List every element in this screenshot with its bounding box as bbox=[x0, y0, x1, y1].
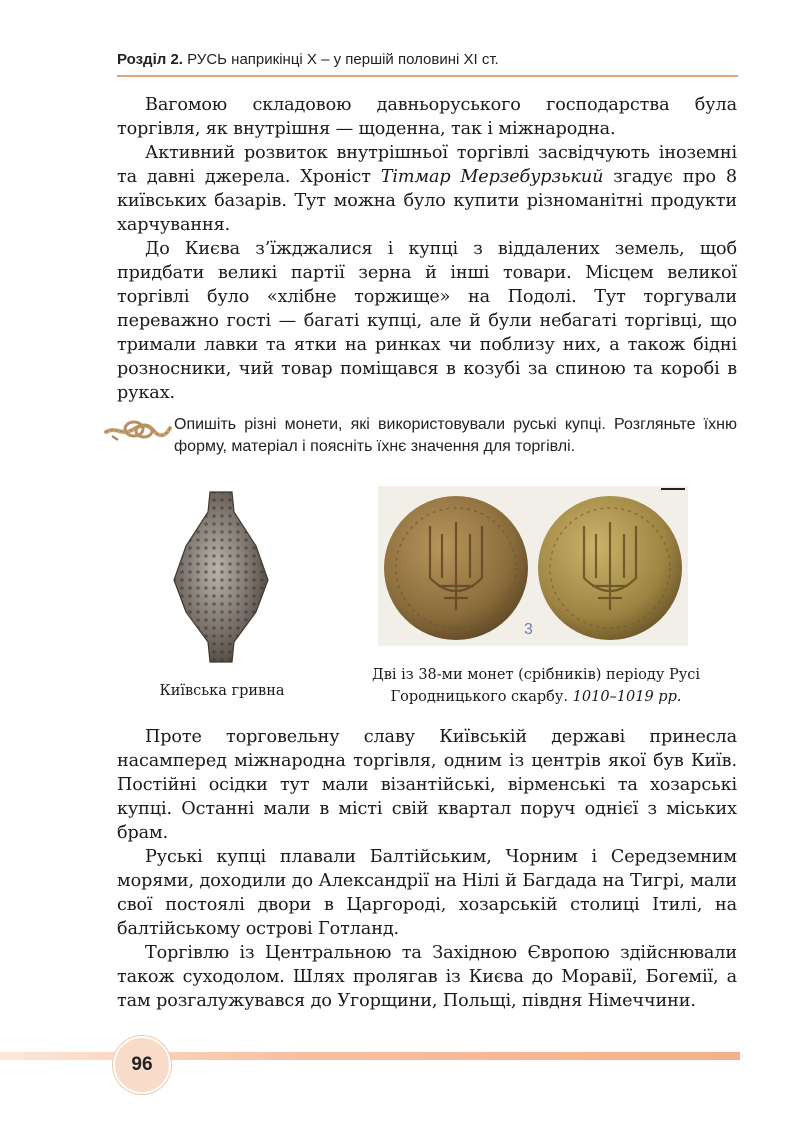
coins-photo bbox=[378, 486, 688, 646]
chronicler-name: Тітмар Мерзебурзький bbox=[380, 167, 604, 187]
coin-number-label: 3 bbox=[524, 621, 533, 638]
coin-right bbox=[538, 496, 682, 640]
paragraph-trade-intro: Вагомою складовою давньоруського господарства була торгівля, як внутрішня — щоденна, так і міжнародна. bbox=[117, 95, 737, 139]
body-text-top bbox=[117, 93, 737, 405]
paragraph-sea-routes: Руські купці плавали Балтійським, Чорним і Середземним морями, доходили до Александрії на Нілі й Багдада на Тигрі, мали свої постоялі двори в Царгороді, хозарській столиці Ітилі, на балтійському острові Готланд. bbox=[117, 847, 737, 939]
paragraph-land-routes: Торгівлю із Центральною та Західною Європою здійснювали також суходолом. Шлях пролягав із Києва до Моравії, Богемії, а там розгалужувався до Угорщини, Польщі, півдня Німеччини. bbox=[117, 943, 737, 1011]
paragraph-international-trade: Проте торговельну славу Київській державі принесла насамперед міжнародна торгівля, одним із центрів якої був Київ. Постійні осідки тут мали візантійські, вірменські та хозарські купці. Останні мали в місті свій квартал поруч однієї з міських брам. bbox=[117, 727, 737, 843]
kyiv-grivna-image bbox=[170, 488, 272, 666]
footer-bar bbox=[0, 1052, 740, 1060]
grivna-caption: Київська гривна bbox=[159, 683, 285, 699]
header-divider bbox=[117, 75, 738, 77]
page-header bbox=[117, 50, 737, 70]
coins-caption: Дві із 38-ми монет (срібників) періоду Русі Городницького скарбу. 1010–1019 рр. bbox=[371, 667, 701, 705]
coins-date: 1010–1019 рр. bbox=[572, 689, 682, 705]
section-label: Розділ 2. bbox=[117, 51, 183, 68]
section-title: РУСЬ наприкінці Х – у першій половині ХІ ст. bbox=[187, 51, 499, 68]
task-question: Опишіть різні монети, які використовували руські купці. Розгляньте їхню форму, матеріал і поясніть їхнє значення для торгівлі. bbox=[174, 416, 737, 455]
coin-left bbox=[384, 496, 528, 640]
page-number: 96 bbox=[131, 1054, 153, 1075]
paragraph-kyiv-merchants: До Києва з’їжджалися і купці з віддалених земель, щоб придбати великі партії зерна й інші товари. Місцем великої торгівлі було «хлібне торжище» на Подолі. Тут торгували переважно гості — багаті купці, але й були небагаті торгівці, що тримали лавки та ятки на ринках чи поблизу них, а також бідні розносники, чий товар поміщався в козубі за спиною та коробі в руках. bbox=[117, 239, 737, 403]
rope-knot-icon bbox=[104, 416, 172, 444]
paragraph-internal-trade: Активний розвиток внутрішньої торгівлі засвідчують іноземні та давні джерела. Хроніст Тітмар Мерзебурзький згадує про 8 київських базарів. Тут можна було купити різноманітні продукти харчування. bbox=[117, 143, 737, 235]
body-text-bottom bbox=[117, 725, 737, 1013]
